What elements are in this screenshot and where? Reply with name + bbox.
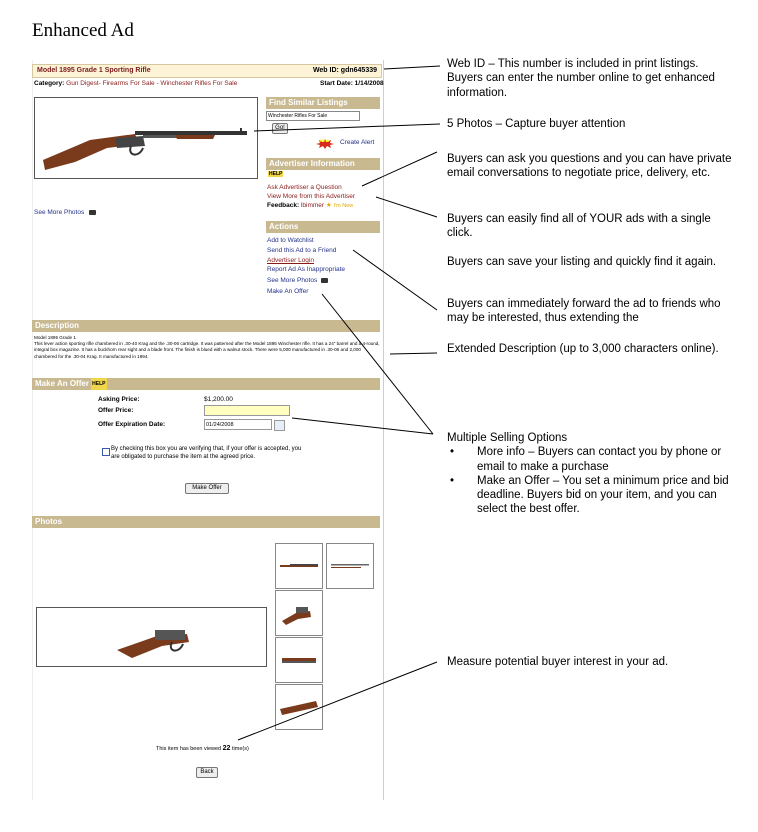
callout-line-extended [390, 353, 437, 354]
item-title: Model 1895 Grade 1 Sporting Rifle [37, 67, 151, 74]
more-info-text: More info – Buyers can contact you by phone or email to make a purchase [477, 446, 722, 473]
page-title: Enhanced Ad [32, 20, 134, 41]
asking-price-label: Asking Price: [98, 396, 140, 403]
annotation-selling-options [447, 431, 737, 517]
agree-text: By checking this box you are verifying that, if your offer is accepted, you are obligated to purchase the item at the agreed price. [111, 446, 302, 460]
feedback-label: Feedback: [267, 202, 300, 209]
list-item [447, 445, 737, 474]
back-button[interactable]: Back [196, 767, 218, 778]
callout-line-questions [362, 152, 437, 186]
make-offer-button[interactable]: Make Offer [185, 483, 229, 494]
annotation-extended: Extended Description (up to 3,000 characters online). [447, 343, 719, 355]
callout-line-photos [254, 124, 440, 131]
view-count-prefix: This item has been viewed [156, 746, 222, 752]
callout-line-forward [353, 250, 437, 310]
annotation-photos: 5 Photos – Capture buyer attention [447, 118, 626, 130]
actions-see-more-photos-label: See More Photos [267, 277, 318, 284]
ask-advertiser-link[interactable]: Ask Advertiser a Question [267, 184, 342, 191]
offer-help-badge[interactable]: HELP [91, 378, 106, 390]
annotation-save: Buyers can save your listing and quickly find it again. [447, 256, 717, 268]
star-icon: ★ [325, 202, 332, 209]
find-similar-heading: Find Similar Listings [266, 97, 380, 109]
callout-line-offer-link [322, 294, 433, 434]
make-offer-heading-label: Make An Offer [35, 379, 89, 389]
bullet-icon: • [450, 446, 455, 459]
advertiser-heading: Advertiser Information [266, 158, 380, 170]
selling-options-heading: Multiple Selling Options [447, 432, 568, 444]
report-ad-link[interactable]: Report Ad As Inappropriate [267, 266, 346, 273]
create-alert-link[interactable]: Create Alert [340, 139, 375, 146]
send-friend-link[interactable]: Send this Ad to a Friend [267, 247, 337, 254]
category-label: Category: [34, 80, 65, 87]
description-heading: Description [32, 320, 380, 332]
make-an-offer-link[interactable]: Make An Offer [267, 288, 309, 295]
offer-price-label: Offer Price: [98, 407, 134, 414]
feedback-user-link[interactable]: lbimmer [300, 202, 325, 209]
web-id: Web ID: gdn645339 [312, 67, 377, 74]
photos-heading: Photos [32, 516, 380, 528]
description-line1: Model 1895 Grade 1 [34, 335, 76, 340]
im-new-label: I'm New [333, 203, 354, 209]
annotation-find-ads: Buyers can easily find all of YOUR ads with a single click. [447, 213, 711, 240]
callout-line-offer-form [292, 418, 433, 434]
make-offer-text: Make an Offer – You set a minimum price and bid deadline. Buyers bid on your item, and you can select the best offer. [477, 474, 729, 516]
view-count-number: 22 [222, 745, 231, 752]
asking-price-value: $1,200.00 [204, 396, 233, 403]
add-watchlist-link[interactable]: Add to Watchlist [267, 237, 314, 244]
new-badge-label: NEW [320, 138, 330, 143]
view-count-suffix: time(s) [231, 746, 249, 752]
annotation-web-id: Web ID – This number is included in print listings. Buyers can enter the number online to get enhanced information. [447, 58, 715, 99]
list-item [447, 474, 737, 517]
callout-line-measure [238, 662, 437, 740]
start-date: Start Date: 1/14/2008 [320, 80, 384, 87]
callout-line-find-ads [376, 197, 437, 217]
go-button[interactable]: Go! [272, 123, 288, 134]
category-link[interactable]: Gun Digest- Firearms For Sale - Winchester Rifles For Sale [66, 80, 238, 87]
advertiser-help-badge[interactable]: HELP [269, 171, 283, 177]
annotation-measure: Measure potential buyer interest in your ad. [447, 656, 669, 668]
callout-line-webid [384, 66, 440, 69]
expiration-label: Offer Expiration Date: [98, 421, 166, 428]
view-more-advertiser-link[interactable]: View More from this Advertiser [267, 193, 356, 200]
description-body: This lever action sporting rifle chambered in .30-40 Krag and the .30-06 cartridge. It was patterned after the Model 1895 Winchester rifle. It has a 24" barrel and a 4-round, integral box magazine. It has a buckhorn rear sight and a blade front. The finish is blued with a walnut stock. There were 5,000 manufactured in .30-06 and 2,000 chambered for the .30-04 Krag. It manufactured in 1894. [34, 341, 380, 359]
annotation-questions: Buyers can ask you questions and you can have private email conversations to negotiate price, delivery, etc. [447, 153, 732, 180]
bullet-icon: • [450, 474, 455, 487]
actions-heading: Actions [266, 221, 380, 233]
annotation-forward: Buyers can immediately forward the ad to friends who may be interested, thus extending the [447, 298, 721, 325]
see-more-photos-label: See More Photos [34, 209, 85, 216]
advertiser-login-link[interactable]: Advertiser Login [267, 257, 314, 264]
